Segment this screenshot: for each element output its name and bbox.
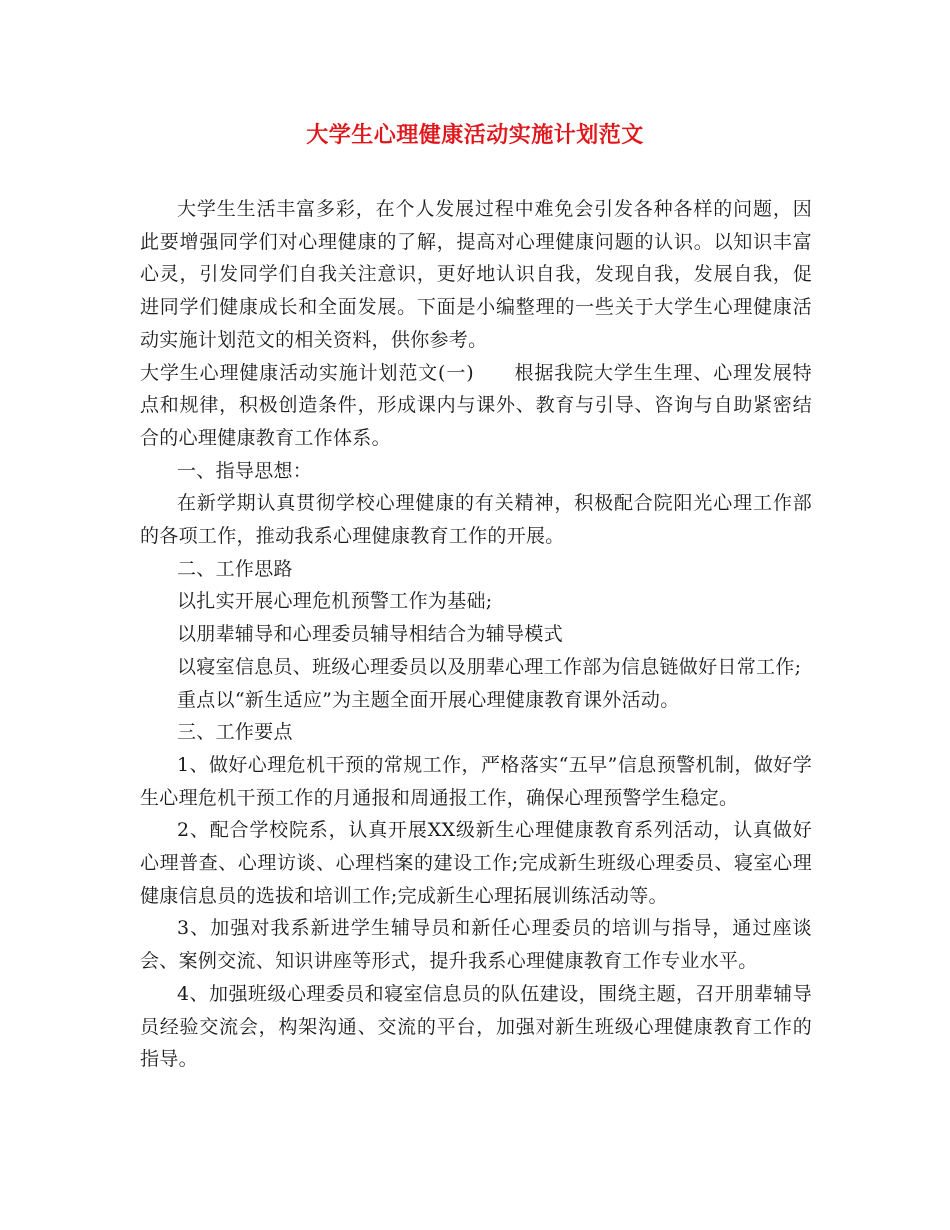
section1-text: 根据我院大学生生理、心理发展特点和规律，积极创造条件，形成课内与课外、教育与引导、咨询与自助紧密结合的心理健康教育工作体系。: [140, 361, 812, 449]
thinking-item-3: 以寝室信息员、班级心理委员以及朋辈心理工作部为信息链做好日常工作;: [177, 655, 802, 678]
point-item-2: 2、配合学校院系，认真开展XX级新生心理健康教育系列活动，认真做好心理普查、心理访谈、心理档案的建设工作;完成新生班级心理委员、寝室心理健康信息员的选拔和培训工作;完成新生心理拓展训练活动等。: [140, 819, 812, 907]
thinking-item-1: 以扎实开展心理危机预警工作为基础;: [177, 590, 493, 613]
guiding-heading: 一、指导思想：: [177, 459, 313, 482]
point-item-3: 3、加强对我系新进学生辅导员和新任心理委员的培训与指导，通过座谈会、案例交流、知识讲座等形式，提升我系心理健康教育工作专业水平。: [140, 917, 812, 973]
points-heading: 三、工作要点: [177, 721, 293, 744]
point-item-1: 1、做好心理危机干预的常规工作，严格落实“五早”信息预警机制，做好学生心理危机干预工作的月通报和周通报工作，确保心理预警学生稳定。: [140, 753, 812, 809]
intro-paragraph: 大学生生活丰富多彩，在个人发展过程中难免会引发各种各样的问题，因此要增强同学们对心理健康的了解，提高对心理健康问题的认识。以知识丰富心灵，引发同学们自我关注意识，更好地认识自我，发现自我，发展自我，促进同学们健康成长和全面发展。下面是小编整理的一些关于大学生心理健康活动实施计划范文的相关资料，供你参考。: [140, 198, 812, 351]
section1-heading: 大学生心理健康活动实施计划范文(一): [140, 361, 474, 384]
thinking-item-2: 以朋辈辅导和心理委员辅导相结合为辅导模式: [177, 623, 564, 646]
point-item-4: 4、加强班级心理委员和寝室信息员的队伍建设，围绕主题，召开朋辈辅导员经验交流会，构架沟通、交流的平台，加强对新生班级心理健康教育工作的指导。: [140, 982, 812, 1071]
section1-paragraph: [140, 357, 812, 455]
thinking-heading: 二、工作思路: [177, 557, 293, 580]
thinking-item-4: 重点以“新生适应”为主题全面开展心理健康教育课外活动。: [177, 688, 680, 711]
guiding-text: 在新学期认真贯彻学校心理健康的有关精神，积极配合院阳光心理工作部的各项工作，推动我系心理健康教育工作的开展。: [140, 492, 812, 548]
document-title: 大学生心理健康活动实施计划范文: [306, 123, 644, 148]
document-body: [140, 193, 812, 1076]
